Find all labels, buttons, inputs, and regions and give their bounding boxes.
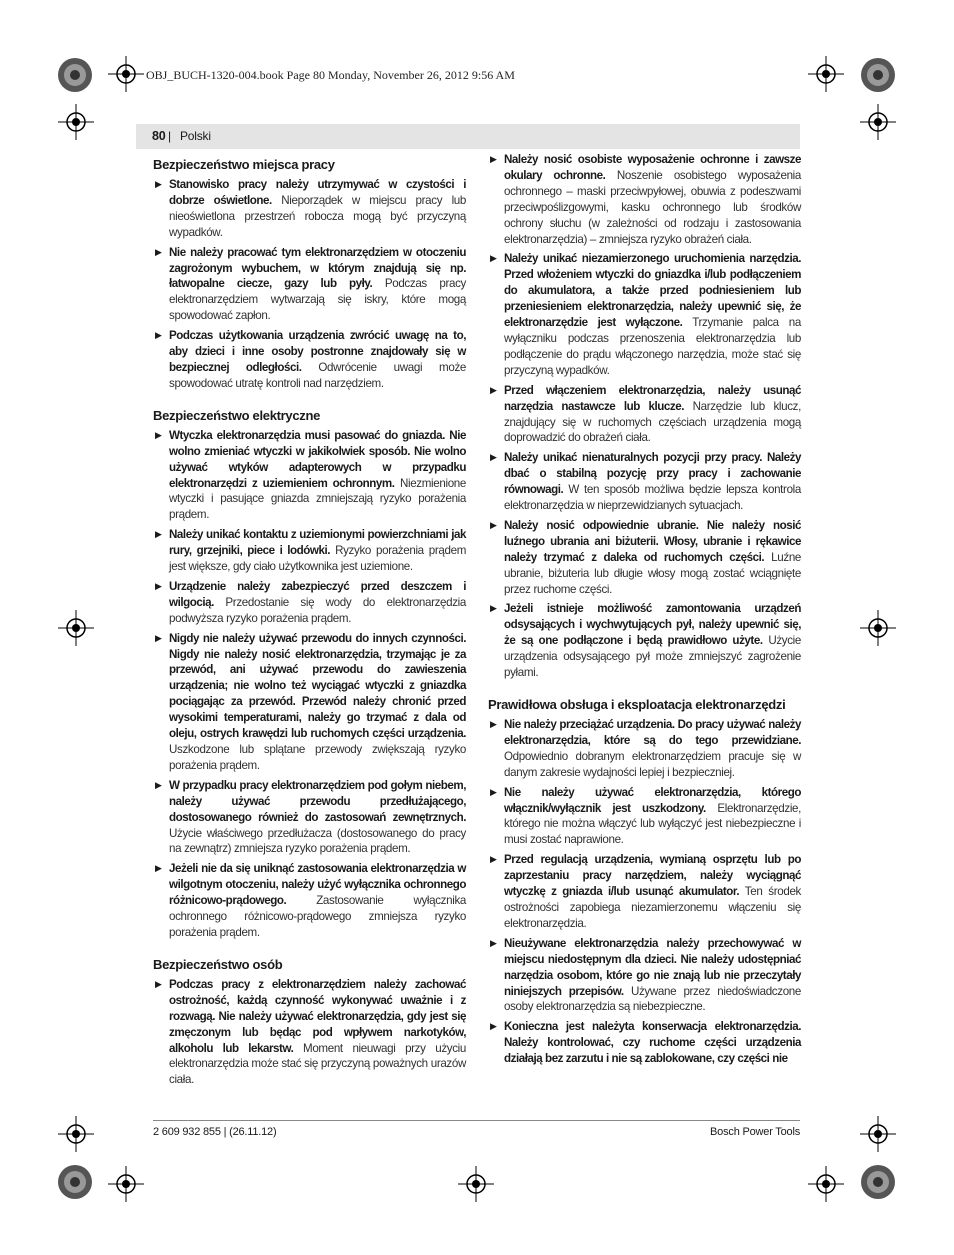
instruction-explanation-text: Moment nieuwagi przy użyciu elektronarzędzia może stać się przyczyną poważnych urazów ciała. <box>169 1041 466 1087</box>
safety-instruction <box>153 977 466 1088</box>
instruction-bold-text: Należy unikać kontaktu z uziemionymi powierzchniami jak rury, grzejniki, piece i lodówki. <box>169 528 466 558</box>
safety-instruction <box>488 852 801 932</box>
instruction-bold-text: Podczas użytkowania urządzenia zwrócić uwagę na to, aby dzieci i inne osoby postronne znajdowały się w bezpiecznej odległości. <box>169 329 466 374</box>
triangle-bullet-icon: ▶ <box>490 854 497 865</box>
left-column <box>153 152 466 1092</box>
instruction-bold-text: Należy unikać nienaturalnych pozycji przy pracy. Należy dbać o stabilną pozycję przy pracy i zachowanie równowagi. <box>504 451 801 497</box>
safety-instruction <box>488 601 801 681</box>
instruction-explanation-text: Nieporządek w miejscu pracy lub nieoświetlona przestrzeń robocza mogą być przyczyną wypadków. <box>169 193 466 239</box>
instruction-explanation-text: Niezmienione wtyczki i pasujące gniazda zmniejszają ryzyko porażenia prądem. <box>169 476 466 522</box>
print-slug: OBJ_BUCH-1320-004.book Page 80 Monday, November 26, 2012 9:56 AM <box>146 68 515 82</box>
triangle-bullet-icon: ▶ <box>490 253 497 264</box>
instruction-explanation-text: Ten środek ostrożności zapobiega niezamierzonemu włączeniu się elektronarzędzia. <box>504 885 801 930</box>
safety-instruction <box>153 778 466 858</box>
triangle-bullet-icon: ▶ <box>155 246 162 257</box>
triangle-bullet-icon: ▶ <box>155 330 162 341</box>
right-column <box>488 152 801 1071</box>
instruction-explanation-text: Elektronarzędzie, którego nie można włączyć lub wyłączyć jest niebezpieczne i musi zostać naprawione. <box>504 801 802 847</box>
instruction-bold-text: Należy unikać niezamierzonego uruchomienia narzędzia. Przed włożeniem wtyczki do gniazdka i/lub podłączeniem do akumulatora, a także przed podniesieniem lub przeniesieniem elektronarzędzia, należy upewnić się, że elektronarzędzie jest wyłączone. <box>504 252 801 330</box>
crosshair-mark-icon <box>58 610 94 646</box>
safety-instruction <box>153 631 466 774</box>
safety-instruction <box>153 177 466 241</box>
instruction-bold-text: Przed włączeniem elektronarzędzia, należy usunąć narzędzia nastawcze lub klucze. <box>504 383 801 413</box>
crosshair-mark-icon <box>860 104 896 140</box>
safety-instruction <box>488 1019 801 1067</box>
instruction-bold-text: Podczas pracy z elektronarzędziem należy zachować ostrożność, każdą czynność wykonywać uważnie i z rozwagą. Nie należy używać elektronarzędzia, gdy jest się zmęczonym lub będąc pod wpływem narkotyków, alkoholu lub lekarstw. <box>169 977 466 1055</box>
triangle-bullet-icon: ▶ <box>155 863 162 874</box>
instruction-bold-text: Należy nosić odpowiednie ubranie. Nie należy nosić luźnego ubrania ani biżuterii. Włosy, ubranie i rękawice należy trzymać z daleka od ruchomych części. <box>504 518 801 564</box>
instruction-bold-text: W przypadku pracy elektronarzędziem pod gołym niebem, należy używać przewodu przedłużającego, dostosowanego również do zastosowań zewnętrznych. <box>169 778 466 824</box>
safety-instruction <box>488 936 801 1016</box>
crosshair-mark-icon <box>458 1166 494 1202</box>
instruction-explanation-text: Odpowiednio dobranym elektronarzędziem pracuje się w danym zakresie wydajności lepiej i bezpieczniej. <box>504 749 801 779</box>
crosshair-mark-icon <box>58 1116 94 1152</box>
instruction-bold-text: Nieużywane elektronarzędzia należy przechowywać w miejscu niedostępnym dla dzieci. Nie należy udostępniać narzędzia osobom, które go nie znają lub nie przeczytały niniejszych przepisów. <box>504 936 801 998</box>
instruction-explanation-text: Odwrócenie uwagi może spowodować utratę kontroli nad narzędziem. <box>169 360 466 390</box>
triangle-bullet-icon: ▶ <box>490 519 497 530</box>
safety-instruction <box>153 245 466 325</box>
triangle-bullet-icon: ▶ <box>490 603 497 614</box>
instruction-explanation-text: Użycie urządzenia odsysającego pył może zmniejszyć zagrożenie pyłami. <box>504 634 801 680</box>
triangle-bullet-icon: ▶ <box>490 937 497 948</box>
triangle-bullet-icon: ▶ <box>155 632 162 643</box>
section-heading: Bezpieczeństwo miejsca pracy <box>153 157 335 172</box>
section-gap <box>488 685 801 692</box>
instruction-bold-text: Przed regulacją urządzenia, wymianą osprzętu lub po zaprzestaniu pracy narzędziem, należy wyciągnąć wtyczkę z gniazda i/lub usunąć akumulator. <box>504 853 801 899</box>
instruction-bold-text: Nie należy pracować tym elektronarzędziem w otoczeniu zagrożonym wybuchem, w którym znajdują się np. łatwopalne ciecze, gazy lub pyły. <box>169 245 466 291</box>
page-header <box>136 124 800 149</box>
section-heading: Prawidłowa obsługa i eksploatacja elektronarzędzi <box>488 697 786 712</box>
triangle-bullet-icon: ▶ <box>155 978 162 989</box>
safety-instruction <box>153 328 466 392</box>
triangle-bullet-icon: ▶ <box>155 429 162 440</box>
instruction-explanation-text: Narzędzie lub klucz, znajdujący się w ruchomych częściach urządzenia mogą doprowadzić do obrażeń ciała. <box>504 399 801 445</box>
instruction-explanation-text: Uszkodzone lub splątane przewody zwiększają ryzyko porażenia prądem. <box>169 743 466 772</box>
section-gap <box>153 396 466 403</box>
safety-instruction <box>153 428 466 523</box>
instruction-bold-text: Nigdy nie należy używać przewodu do innych czynności. Nigdy nie należy nosić elektronarzędzia, trzymając je za przewód, ani używać przewodu do zawieszenia urządzenia; nie wolno też wyciągać wtyczki z gniazdka pociągając za przewód. Przewód należy chronić przed wysokimi temperaturami, należy go trzymać z dala od oleju, ostrych krawędzi lub ruchomych części urządzenia. <box>169 631 466 741</box>
safety-instruction <box>488 383 801 447</box>
safety-instruction <box>488 785 801 849</box>
crosshair-mark-icon <box>808 1166 844 1202</box>
triangle-bullet-icon: ▶ <box>490 452 497 463</box>
language-label: Polski <box>180 129 211 143</box>
instruction-explanation-text: Ryzyko porażenia prądem jest większe, gdy ciało użytkownika jest uziemione. <box>169 544 467 574</box>
crosshair-mark-icon <box>860 610 896 646</box>
footer-rule <box>153 1120 800 1121</box>
instruction-explanation-text: Noszenie osobistego wyposażenia ochronnego – maski przeciwpyłowej, obuwia z podeszwami przeciwpoślizgowymi, kasku ochronnego lub środków ochrony słuchu (w zależności od rodzaju i zastosowania elektronarzędzia) – zmniejsza ryzyko obrażeń ciała. <box>504 168 802 246</box>
section-gap <box>153 945 466 952</box>
triangle-bullet-icon: ▶ <box>155 179 162 189</box>
safety-instruction <box>153 861 466 941</box>
safety-instruction <box>488 152 801 247</box>
instruction-explanation-text: Zastosowanie wyłącznika ochronnego różnicowo-prądowego zmniejsza ryzyko porażenia prądem. <box>169 894 467 939</box>
instruction-bold-text: Jeżeli nie da się uniknąć zastosowania elektronarzędzia w wilgotnym otoczeniu, należy użyć wyłącznika ochronnego różnicowo-prądowego. <box>169 862 466 908</box>
instruction-explanation-text: Trzymanie palca na wyłączniku podczas przenoszenia elektronarzędzia lub podłączenie do prądu włączonego narzędzia, może stać się przyczyną wypadków. <box>504 316 801 377</box>
triangle-bullet-icon: ▶ <box>490 154 497 164</box>
crosshair-mark-icon <box>860 1116 896 1152</box>
instruction-bold-text: Konieczna jest należyta konserwacja elektronarzędzia. Należy kontrolować, czy ruchome części urządzenia działają bez zarzutu i nie są zablokowane, czy części nie <box>504 1020 801 1066</box>
section-heading: Bezpieczeństwo osób <box>153 956 283 972</box>
footer-doc-code: 2 609 932 855 | (26.11.12) <box>153 1126 277 1138</box>
instruction-explanation-text: Używane przez niedoświadczone osoby elektronarzędzia są niebezpieczne. <box>504 984 801 1014</box>
instruction-explanation-text: Luźne ubranie, biżuteria lub długie włosy mogą zostać wciągnięte przez ruchome części. <box>504 550 802 596</box>
triangle-bullet-icon: ▶ <box>490 786 497 797</box>
triangle-bullet-icon: ▶ <box>490 384 497 395</box>
safety-instruction <box>488 717 801 781</box>
section-heading: Bezpieczeństwo elektryczne <box>153 407 321 423</box>
safety-instruction <box>153 527 466 575</box>
instruction-bold-text: Wtyczka elektronarzędzia musi pasować do gniazda. Nie wolno zmieniać wtyczki w jakikolwiek sposób. Nie wolno używać wtyków adapterowych w przypadku elektronarzędzi z uziemieniem ochronnym. <box>169 428 466 490</box>
crosshair-mark-icon <box>108 56 144 92</box>
instruction-bold-text: Urządzenie należy zabezpieczyć przed deszczem i wilgocią. <box>169 579 466 609</box>
safety-instruction <box>488 450 801 514</box>
triangle-bullet-icon: ▶ <box>155 580 162 591</box>
registration-mark-icon <box>858 55 898 95</box>
instruction-explanation-text: Użycie właściwego przedłużacza (dostosowanego do pracy na zewnątrz) zmniejsza ryzyko porażenia prądem. <box>169 826 466 856</box>
safety-instruction <box>488 251 801 378</box>
registration-mark-icon <box>55 1162 95 1202</box>
crosshair-mark-icon <box>808 56 844 92</box>
instruction-bold-text: Nie należy przeciążać urządzenia. Do pracy używać należy elektronarzędzia, które są do tego przewidziane. <box>504 718 801 747</box>
header-separator: | <box>168 129 172 143</box>
instruction-explanation-text: Przedostanie się wody do elektronarzędzia podwyższa ryzyko porażenia prądem. <box>169 595 466 625</box>
registration-mark-icon <box>858 1162 898 1202</box>
safety-instruction <box>153 579 466 627</box>
triangle-bullet-icon: ▶ <box>155 529 162 540</box>
instruction-bold-text: Jeżeli istnieje możliwość zamontowania urządzeń odsysających i wychwytujących pył, należy upewnić się, że są one podłączone i będą prawidłowo użyte. <box>504 602 801 648</box>
instruction-explanation-text: W ten sposób możliwa będzie lepsza kontrola elektronarzędzia w nieprzewidzianych sytuacjach. <box>504 483 801 513</box>
registration-mark-icon <box>55 55 95 95</box>
instruction-explanation-text: Podczas pracy elektronarzędziem wytwarzają się iskry, które mogą spowodować zapłon. <box>169 277 466 323</box>
page-number: 80 <box>152 129 166 143</box>
crosshair-mark-icon <box>58 104 94 140</box>
safety-instruction <box>488 518 801 598</box>
instruction-bold-text: Stanowisko pracy należy utrzymywać w czystości i dobrze oświetlone. <box>169 178 466 207</box>
triangle-bullet-icon: ▶ <box>490 1021 497 1032</box>
instruction-bold-text: Nie należy używać elektronarzędzia, którego włącznik/wyłącznik jest uszkodzony. <box>504 785 801 815</box>
triangle-bullet-icon: ▶ <box>155 779 162 790</box>
instruction-bold-text: Należy nosić osobiste wyposażenie ochronne i zawsze okulary ochronne. <box>504 153 801 182</box>
crosshair-mark-icon <box>108 1166 144 1202</box>
triangle-bullet-icon: ▶ <box>490 719 497 729</box>
footer-brand: Bosch Power Tools <box>710 1126 800 1138</box>
